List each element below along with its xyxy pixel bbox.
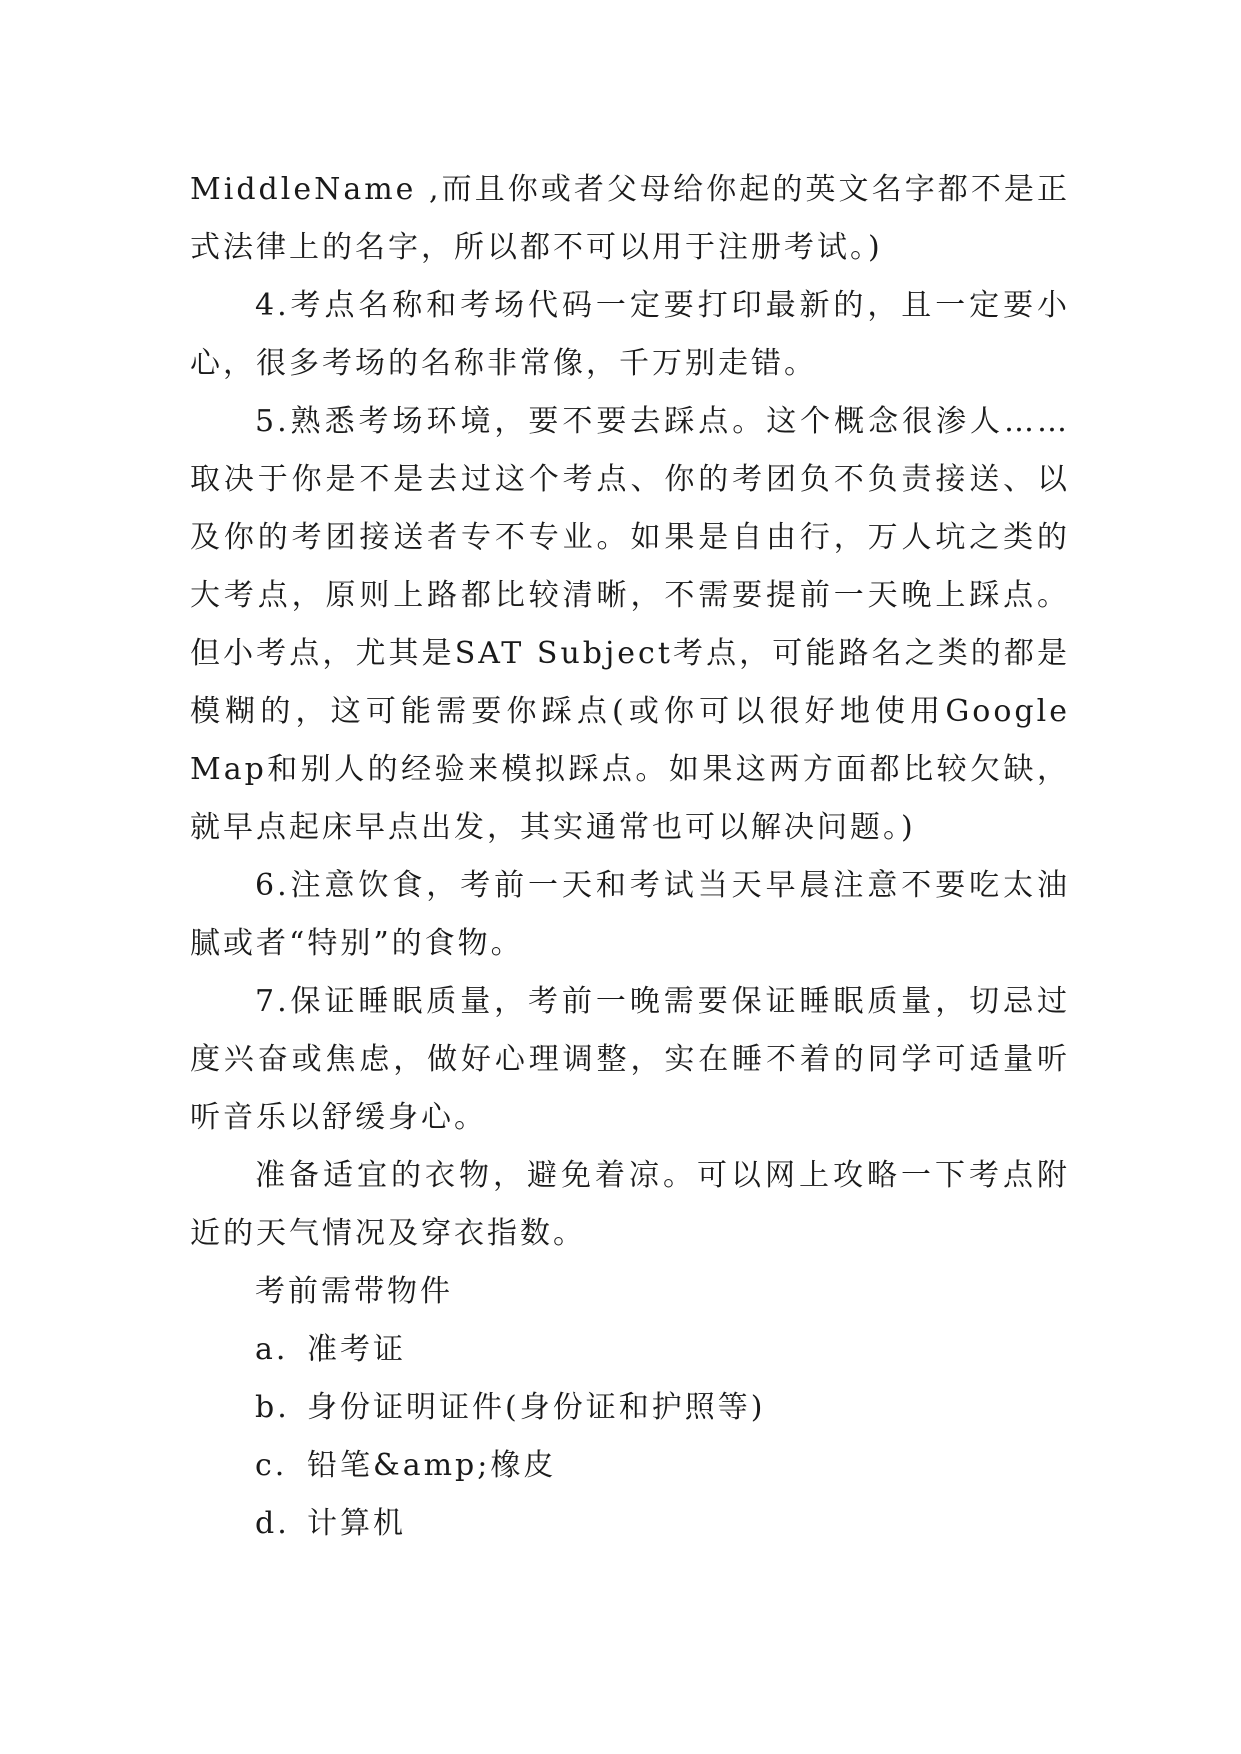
list-item-text: 铅笔&amp;橡皮 bbox=[307, 1448, 557, 1483]
document-body bbox=[190, 161, 1070, 1553]
paragraph-tip-5: 5.熟悉考场环境，要不要去踩点。这个概念很渗人……取决于你是不是去过这个考点、你的考团负不负责接送、以及你的考团接送者专不专业。如果是自由行，万人坑之类的大考点，原则上路都比较清晰，不需要提前一天晚上踩点。但小考点，尤其是SAT Subject考点，可能路名之类的都是模糊的，这可能需要你踩点(或你可以很好地使用Google Map和别人的经验来模拟踩点。如果这两方面都比较欠缺，就早点起床早点出发，其实通常也可以解决问题。) bbox=[190, 404, 1070, 845]
paragraph-tip-6: 6.注意饮食，考前一天和考试当天早晨注意不要吃太油腻或者“特别”的食物。 bbox=[190, 868, 1070, 961]
list-item-admission-ticket bbox=[190, 1321, 1070, 1379]
list-item-calculator bbox=[190, 1495, 1070, 1553]
list-item-id-documents bbox=[190, 1379, 1070, 1437]
list-item-text: 准考证 bbox=[307, 1332, 406, 1367]
paragraph-clothing: 准备适宜的衣物，避免着凉。可以网上攻略一下考点附近的天气情况及穿衣指数。 bbox=[190, 1158, 1070, 1251]
paragraph-tip-7: 7.保证睡眠质量，考前一晚需要保证睡眠质量，切忌过度兴奋或焦虑，做好心理调整，实在睡不着的同学可适量听听音乐以舒缓身心。 bbox=[190, 984, 1070, 1135]
list-marker: b. bbox=[255, 1390, 290, 1425]
list-heading: 考前需带物件 bbox=[255, 1274, 453, 1309]
list-marker: c. bbox=[255, 1448, 288, 1483]
list-item-pencil-eraser bbox=[190, 1437, 1070, 1495]
paragraph-name-note: MiddleName ,而且你或者父母给你起的英文名字都不是正式法律上的名字，所以都不可以用于注册考试。) bbox=[190, 172, 1070, 265]
paragraph-tip-4: 4.考点名称和考场代码一定要打印最新的，且一定要小心，很多考场的名称非常像，千万别走错。 bbox=[190, 288, 1070, 381]
list-item-text: 身份证明证件(身份证和护照等) bbox=[307, 1390, 766, 1425]
list-marker: a. bbox=[255, 1332, 289, 1367]
list-item-text: 计算机 bbox=[307, 1506, 406, 1541]
list-marker: d. bbox=[255, 1506, 290, 1541]
